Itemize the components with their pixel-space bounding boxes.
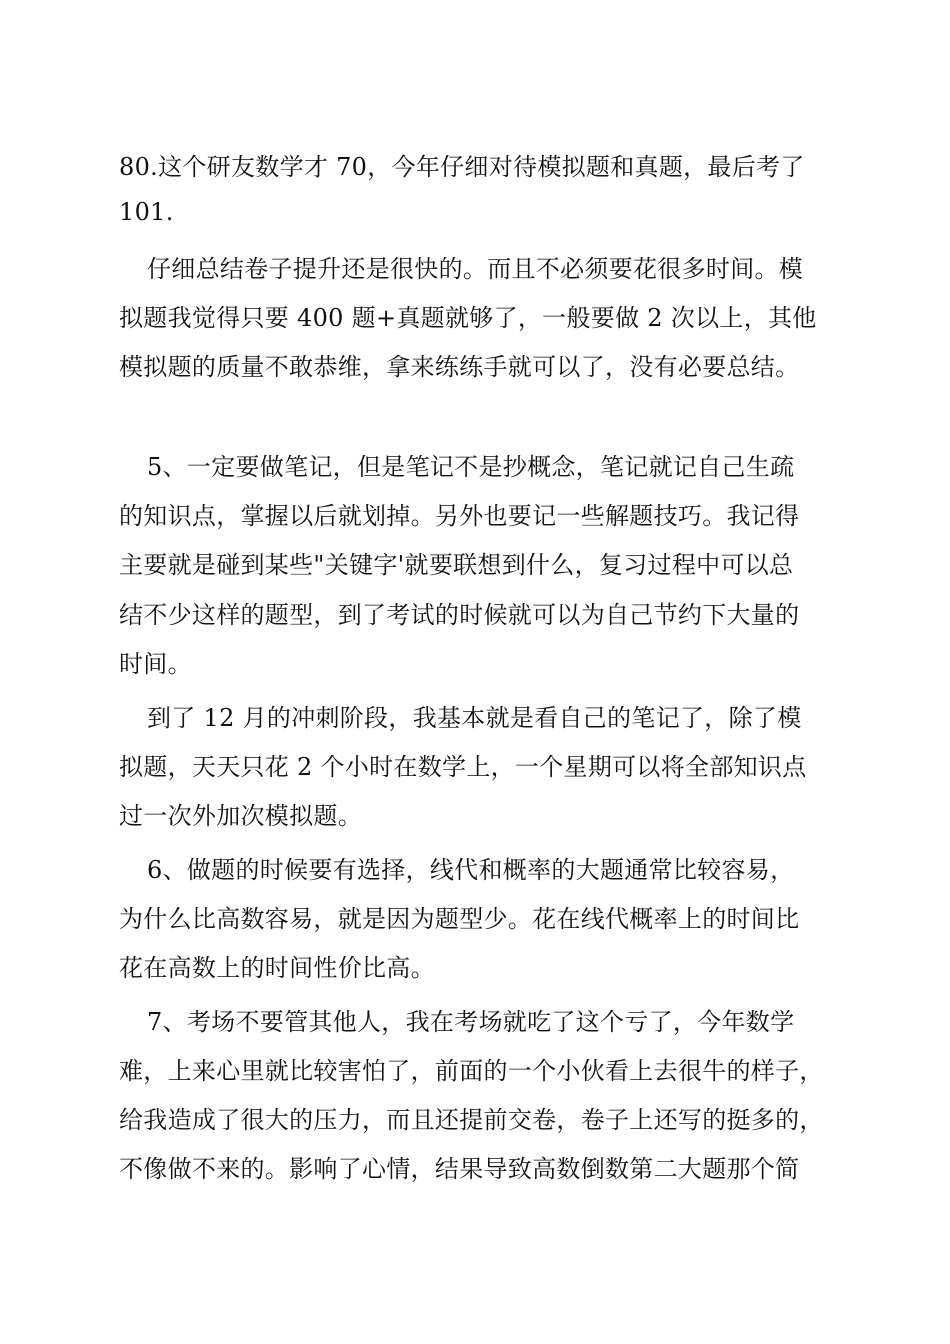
- text-line: 到了 12 月的冲刺阶段，我基本就是看自己的笔记了，除了模: [147, 704, 802, 732]
- text-line: 过一次外加次模拟题。: [119, 802, 362, 830]
- text-line: 给我造成了很大的压力，而且还提前交卷，卷子上还写的挺多的，: [119, 1106, 824, 1134]
- text-line: 拟题，天天只花 2 个小时在数学上，一个星期可以将全部知识点: [119, 753, 807, 781]
- text-line: 6、做题的时候要有选择，线代和概率的大题通常比较容易，: [147, 856, 795, 884]
- text-line: 花在高数上的时间性价比高。: [119, 954, 435, 982]
- text-line: 80.这个研友数学才 70，今年仔细对待模拟题和真题，最后考了: [119, 153, 805, 181]
- text-line: 为什么比高数容易，就是因为题型少。花在线代概率上的时间比: [119, 905, 800, 933]
- text-line: 难，上来心里就比较害怕了，前面的一个小伙看上去很牛的样子，: [119, 1057, 824, 1085]
- text-line: 仔细总结卷子提升还是很快的。而且不必须要花很多时间。模: [147, 255, 804, 283]
- text-line: 5、一定要做笔记，但是笔记不是抄概念，笔记就记自己生疏: [147, 453, 795, 481]
- text-line: 101.: [119, 198, 174, 226]
- text-line: 拟题我觉得只要 400 题+真题就够了，一般要做 2 次以上，其他: [119, 304, 817, 332]
- text-line: 结不少这样的题型，到了考试的时候就可以为自己节约下大量的: [119, 601, 800, 629]
- text-line: 7、考场不要管其他人，我在考场就吃了这个亏了，今年数学: [147, 1008, 795, 1036]
- text-line: 时间。: [119, 650, 192, 678]
- text-line: 主要就是碰到某些"关键字'就要联想到什么，复习过程中可以总: [119, 551, 794, 579]
- text-line: 模拟题的质量不敢恭维，拿来练练手就可以了，没有必要总结。: [119, 353, 800, 381]
- text-line: 的知识点，掌握以后就划掉。另外也要记一些解题技巧。我记得: [119, 502, 800, 530]
- text-line: 不像做不来的。影响了心情，结果导致高数倒数第二大题那个简: [119, 1155, 800, 1183]
